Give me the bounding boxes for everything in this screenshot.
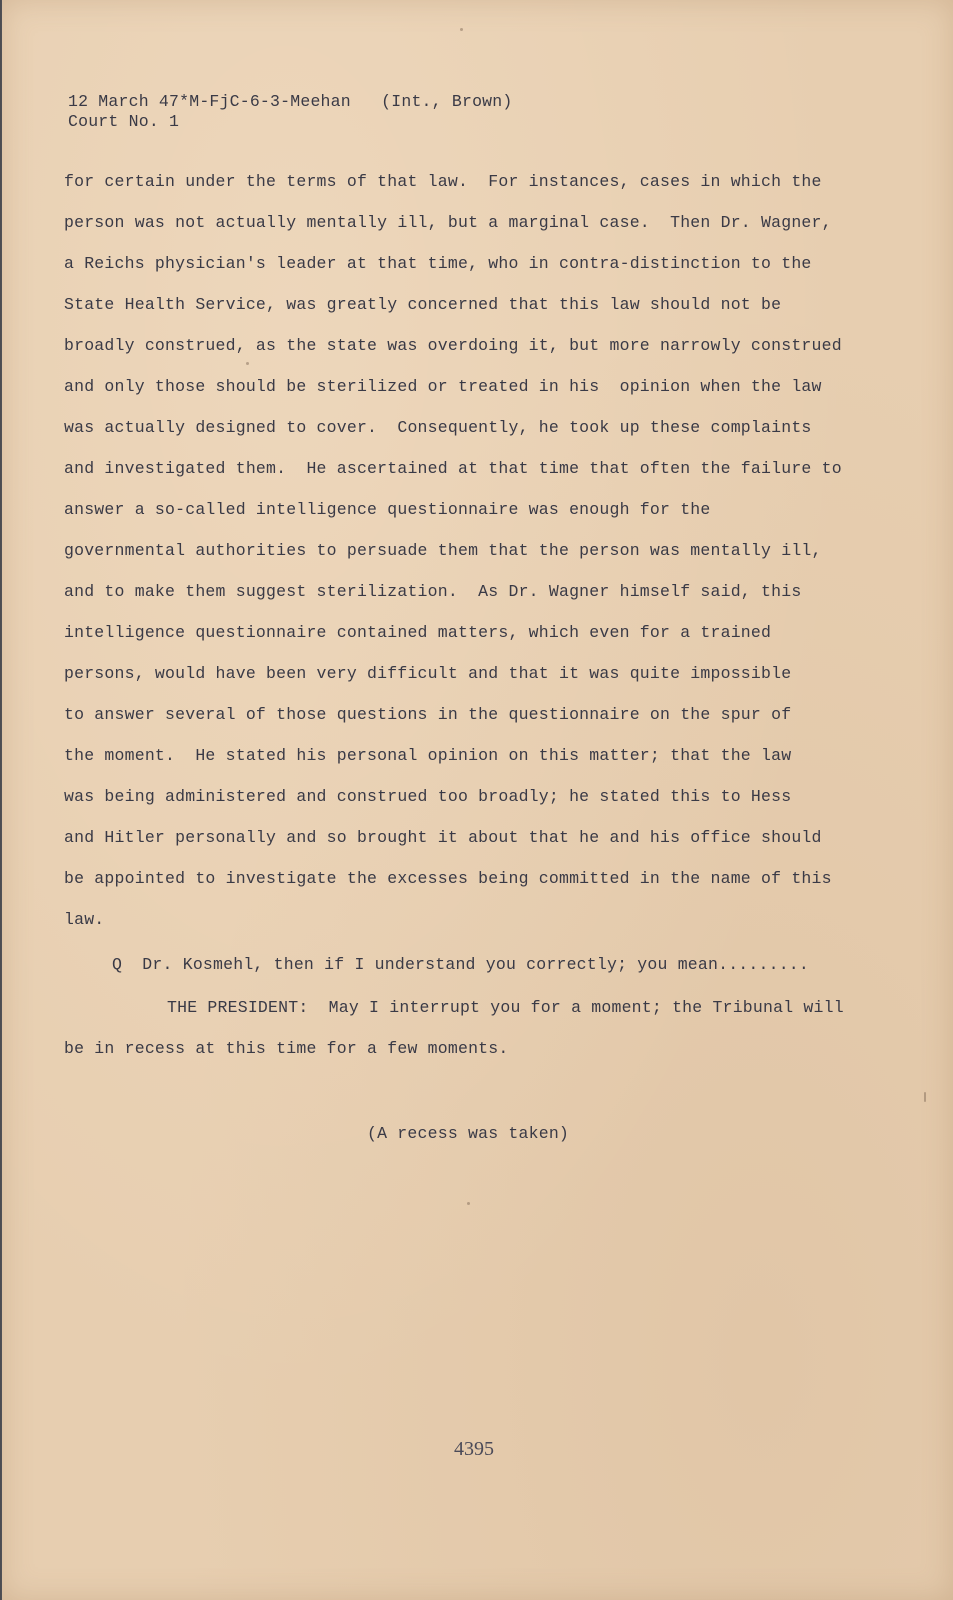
paper-speck — [460, 28, 463, 31]
president-line-continued: be in recess at this time for a few moments. — [64, 1039, 509, 1058]
paper-speck — [246, 362, 249, 365]
header-date-line: 12 March 47*M-FjC-6-3-Meehan (Int., Brown) — [68, 92, 513, 111]
body-line: was being administered and construed too broadly; he stated this to Hess — [64, 787, 792, 806]
body-line: a Reichs physician's leader at that time, who in contra-distinction to the — [64, 254, 812, 273]
body-line: be appointed to investigate the excesses being committed in the name of this — [64, 869, 832, 888]
page-number: 4395 — [454, 1438, 494, 1460]
body-line: answer a so-called intelligence questionnaire was enough for the — [64, 500, 711, 519]
transcript-page — [2, 0, 953, 1600]
recess-note: (A recess was taken) — [367, 1124, 570, 1143]
body-line: State Health Service, was greatly concerned that this law should not be — [64, 295, 782, 314]
body-line: person was not actually mentally ill, but a marginal case. Then Dr. Wagner, — [64, 213, 832, 232]
question-line: Q Dr. Kosmehl, then if I understand you correctly; you mean......... — [112, 955, 810, 974]
paper-speck — [924, 1092, 926, 1102]
body-line: intelligence questionnaire contained matters, which even for a trained — [64, 623, 772, 642]
body-line: law. — [64, 910, 105, 929]
body-line: and investigated them. He ascertained at that time that often the failure to — [64, 459, 842, 478]
body-line: persons, would have been very difficult and that it was quite impossible — [64, 664, 792, 683]
body-line: to answer several of those questions in the questionnaire on the spur of — [64, 705, 792, 724]
president-line: THE PRESIDENT: May I interrupt you for a moment; the Tribunal will — [167, 998, 844, 1017]
body-line: for certain under the terms of that law. For instances, cases in which the — [64, 172, 822, 191]
body-line: governmental authorities to persuade them that the person was mentally ill, — [64, 541, 822, 560]
body-line: was actually designed to cover. Consequently, he took up these complaints — [64, 418, 812, 437]
body-line: and Hitler personally and so brought it about that he and his office should — [64, 828, 822, 847]
body-line: broadly construed, as the state was overdoing it, but more narrowly construed — [64, 336, 842, 355]
body-line: the moment. He stated his personal opinion on this matter; that the law — [64, 746, 792, 765]
header-court-line: Court No. 1 — [68, 112, 180, 131]
body-line: and to make them suggest sterilization. As Dr. Wagner himself said, this — [64, 582, 802, 601]
body-line: and only those should be sterilized or treated in his opinion when the law — [64, 377, 822, 396]
paper-speck — [467, 1202, 470, 1205]
